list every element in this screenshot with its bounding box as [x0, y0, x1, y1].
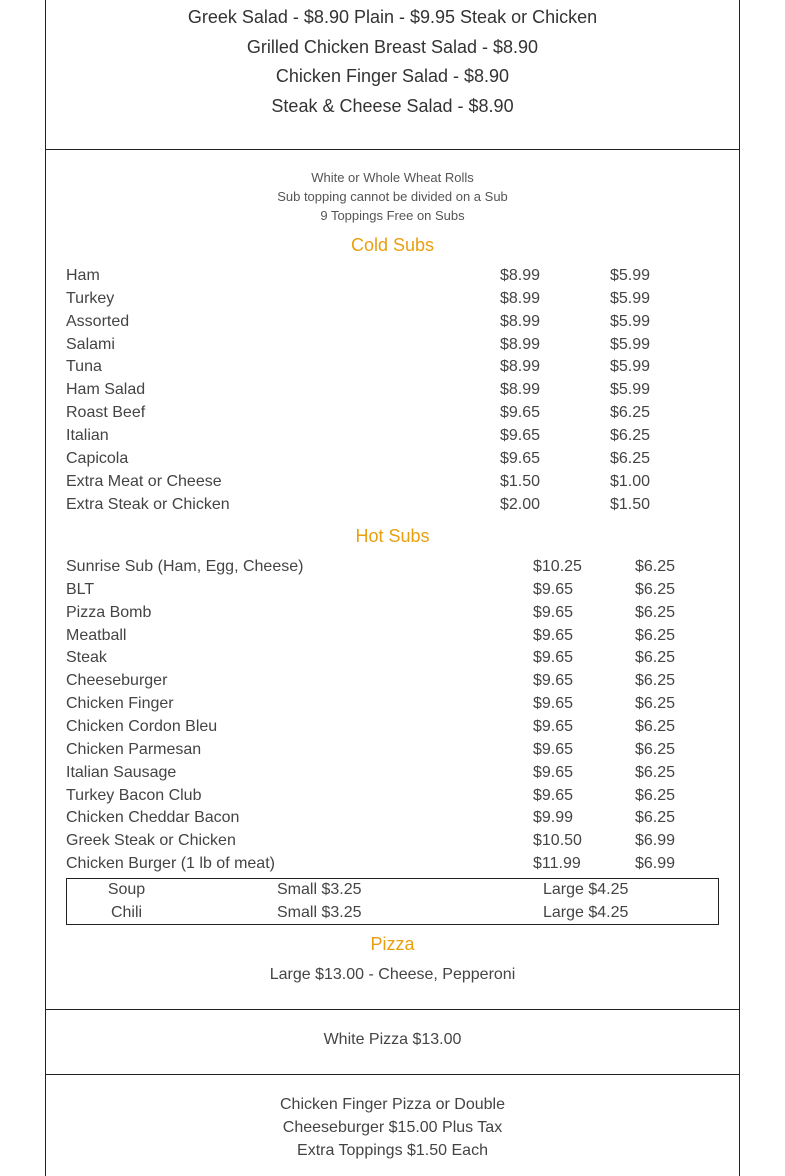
chili-large-price: Large $4.25 — [543, 904, 629, 921]
small-price: $1.50 — [610, 495, 651, 513]
large-price: $9.65 — [500, 449, 541, 467]
large-price: $9.65 — [533, 603, 574, 621]
item-name: Salami — [66, 335, 115, 353]
special-line: Extra Toppings $1.50 Each — [297, 1142, 488, 1159]
soup-name: Soup — [107, 881, 146, 898]
item-name: Pizza Bomb — [66, 603, 152, 621]
hot-sub-row — [66, 672, 719, 694]
large-price: $9.65 — [533, 740, 574, 758]
soup-row — [67, 881, 718, 903]
item-name: Tuna — [66, 358, 102, 376]
large-price: $8.99 — [500, 358, 541, 376]
salad-item: Greek Salad - $8.90 Plain - $9.95 Steak or Chicken — [187, 7, 598, 27]
cold-subs-heading: Cold Subs — [350, 235, 435, 255]
salad-item: Grilled Chicken Breast Salad - $8.90 — [246, 37, 539, 57]
cold-sub-row — [66, 336, 719, 358]
item-name: Extra Meat or Cheese — [66, 472, 222, 490]
small-price: $6.25 — [635, 763, 676, 781]
subs-section — [45, 149, 740, 1010]
item-name: Roast Beef — [66, 404, 146, 422]
hot-sub-row — [66, 649, 719, 671]
item-name: Assorted — [66, 312, 130, 330]
large-price: $9.65 — [533, 763, 574, 781]
large-price: $9.65 — [533, 580, 574, 598]
item-name: Turkey Bacon Club — [66, 786, 202, 804]
cold-sub-row — [66, 313, 719, 335]
small-price: $6.25 — [635, 786, 676, 804]
small-price: $5.99 — [610, 335, 651, 353]
item-name: Sunrise Sub (Ham, Egg, Cheese) — [66, 558, 304, 575]
salad-section — [45, 0, 740, 150]
hot-sub-row — [66, 627, 719, 649]
item-name: Extra Steak or Chicken — [66, 495, 230, 513]
hot-sub-row — [66, 558, 719, 580]
small-price: $6.25 — [635, 626, 676, 644]
large-price: $8.99 — [500, 312, 541, 330]
cold-sub-row — [66, 267, 719, 289]
item-name: Cheeseburger — [66, 672, 168, 690]
chili-row — [67, 904, 718, 926]
salad-item: Chicken Finger Salad - $8.90 — [275, 66, 510, 86]
small-price: $5.99 — [610, 289, 651, 307]
cold-sub-row — [66, 358, 719, 380]
large-price: $9.65 — [533, 786, 574, 804]
small-price: $6.25 — [610, 426, 651, 444]
small-price: $6.25 — [635, 558, 676, 575]
large-price: $9.65 — [533, 649, 574, 667]
hot-sub-row — [66, 604, 719, 626]
small-price: $6.25 — [635, 717, 676, 735]
cold-sub-row — [66, 473, 719, 495]
soup-large-price: Large $4.25 — [543, 881, 629, 898]
soup-small-price: Small $3.25 — [277, 881, 362, 898]
item-name: Greek Steak or Chicken — [66, 832, 236, 850]
small-price: $6.25 — [635, 809, 676, 827]
cold-sub-row — [66, 381, 719, 403]
item-name: Chicken Cheddar Bacon — [66, 809, 240, 827]
small-price: $6.25 — [610, 404, 651, 422]
small-price: $6.99 — [635, 832, 676, 850]
cold-sub-row — [66, 496, 719, 518]
small-price: $6.25 — [635, 603, 676, 621]
large-price: $10.25 — [533, 558, 582, 575]
hot-sub-row — [66, 695, 719, 717]
item-name: Ham — [66, 267, 100, 284]
white-pizza-section — [45, 1009, 740, 1075]
cold-sub-row — [66, 427, 719, 449]
hot-sub-row — [66, 581, 719, 603]
item-name: Chicken Burger (1 lb of meat) — [66, 855, 275, 873]
soup-chili-box — [66, 878, 719, 925]
hot-sub-row — [66, 787, 719, 809]
item-name: Chicken Finger — [66, 695, 174, 713]
small-price: $6.25 — [635, 740, 676, 758]
cold-sub-row — [66, 404, 719, 426]
sub-note: 9 Toppings Free on Subs — [320, 208, 465, 223]
sub-note: White or Whole Wheat Rolls — [311, 170, 474, 185]
hot-subs-heading: Hot Subs — [355, 526, 430, 546]
cold-sub-row — [66, 290, 719, 312]
large-price: $9.65 — [533, 626, 574, 644]
large-price: $9.65 — [500, 426, 541, 444]
large-price: $9.65 — [500, 404, 541, 422]
large-price: $8.99 — [500, 381, 541, 399]
hot-sub-row — [66, 855, 719, 877]
hot-sub-row — [66, 832, 719, 854]
specials-section — [45, 1074, 740, 1176]
item-name: Chicken Cordon Bleu — [66, 717, 218, 735]
chili-small-price: Small $3.25 — [277, 904, 362, 921]
small-price: $6.25 — [635, 580, 676, 598]
large-price: $9.65 — [533, 717, 574, 735]
item-name: Ham Salad — [66, 381, 146, 399]
item-name: Capicola — [66, 449, 129, 467]
large-price: $8.99 — [500, 267, 541, 284]
pizza-heading: Pizza — [370, 934, 415, 954]
special-line: Chicken Finger Pizza or Double — [280, 1096, 505, 1113]
small-price: $5.99 — [610, 267, 651, 284]
large-price: $2.00 — [500, 495, 541, 513]
small-price: $6.25 — [635, 649, 676, 667]
item-name: Italian Sausage — [66, 763, 177, 781]
item-name: Steak — [66, 649, 107, 667]
cold-sub-row — [66, 450, 719, 472]
item-name: BLT — [66, 580, 95, 598]
large-price: $8.99 — [500, 335, 541, 353]
white-pizza-line: White Pizza $13.00 — [323, 1031, 462, 1048]
item-name: Chicken Parmesan — [66, 740, 202, 758]
item-name: Italian — [66, 426, 109, 444]
large-price: $11.99 — [533, 855, 581, 873]
large-price: $10.50 — [533, 832, 582, 850]
salad-item: Steak & Cheese Salad - $8.90 — [271, 96, 514, 116]
hot-sub-row — [66, 741, 719, 763]
item-name: Turkey — [66, 289, 115, 307]
small-price: $5.99 — [610, 312, 651, 330]
small-price: $6.25 — [635, 672, 676, 690]
large-price: $9.65 — [533, 672, 574, 690]
special-line: Cheeseburger $15.00 Plus Tax — [282, 1119, 503, 1136]
small-price: $6.25 — [610, 449, 651, 467]
small-price: $5.99 — [610, 381, 651, 399]
large-price: $8.99 — [500, 289, 541, 307]
hot-sub-row — [66, 764, 719, 786]
small-price: $6.25 — [635, 695, 676, 713]
large-price: $9.65 — [533, 695, 574, 713]
item-name: Meatball — [66, 626, 127, 644]
large-price: $1.50 — [500, 472, 541, 490]
chili-name: Chili — [110, 904, 143, 921]
small-price: $1.00 — [610, 472, 651, 490]
hot-sub-row — [66, 718, 719, 740]
sub-note: Sub topping cannot be divided on a Sub — [277, 189, 508, 204]
small-price: $5.99 — [610, 358, 651, 376]
large-price: $9.99 — [533, 809, 574, 827]
hot-sub-row — [66, 809, 719, 831]
pizza-price-line: Large $13.00 - Cheese, Pepperoni — [269, 966, 516, 983]
small-price: $6.99 — [635, 855, 676, 873]
